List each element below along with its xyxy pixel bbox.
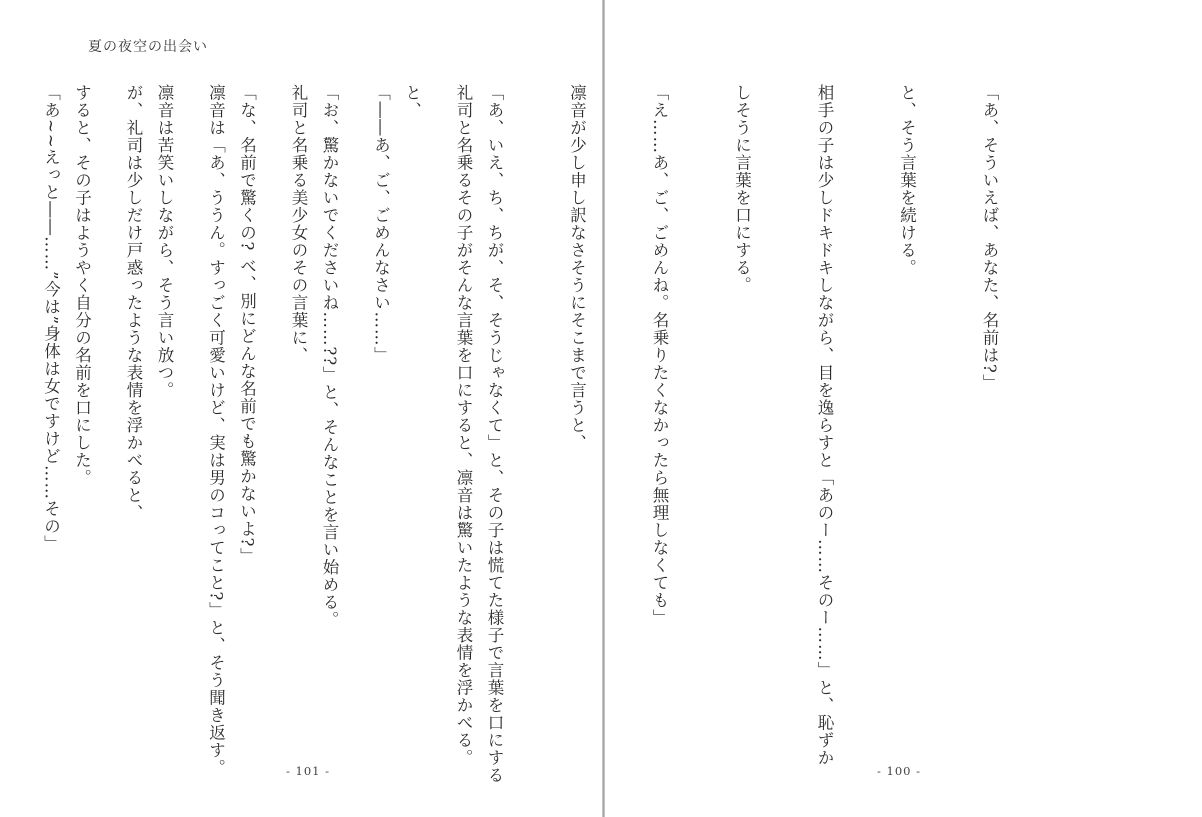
text-line: 凛音が少し申し訳なさそうにそこまで言うと、 [567, 84, 587, 452]
text-line: と、そう言葉を続ける。 [897, 84, 917, 277]
page-number: - 100 - [877, 764, 922, 778]
text-line: 「え……あ、ご、ごめんね。名乗りたくなかったら無理しなくても」 [650, 84, 669, 627]
running-header: 夏の夜空の出会い [88, 39, 208, 55]
text-line: 凛音は苦笑いしながら、そう言い放つ。 [155, 84, 174, 399]
text-line: 凛音は「あ、ううん。すっごく可愛いけど、実は男のコってこと?」と、そう聞き返す。 [206, 84, 226, 777]
text-line: 相手の子は少しドキドキしながら、目を逸らすと「あのー……そのー……」と、恥ずか [815, 84, 834, 767]
text-line: と、 [402, 84, 422, 119]
text-line: 「お、驚かないでくださいね……??」と、そんなことを言い始める。 [320, 84, 339, 629]
text-line: 礼司と名乗る美少女のその言葉に、 [289, 84, 308, 364]
blank-line [0, 84, 13, 764]
text-line: しそうに言葉を口にする。 [732, 84, 752, 294]
text-line: が、礼司は少しだけ戸惑ったような表情を浮かべると、 [124, 84, 143, 522]
text-line: すると、その子はようやく自分の名前を口にした。 [72, 84, 92, 487]
text-line: 礼司と名乗るその子がそんな言葉を口にすると、凛音は驚いたような表情を浮かべる。 [454, 84, 473, 767]
text-line: 「あ、いえ、ち、ちが、そ、そうじゃなくて」と、その子は慌てた様子で言葉を口にする [485, 84, 504, 784]
page-number: - 101 - [286, 764, 331, 778]
text-line: 「な、名前で驚くの? べ、別にどんな名前でも驚かないよ?」 [237, 84, 257, 565]
text-line: 「――あ、ご、ごめんなさい……」 [371, 84, 391, 364]
text-line: 「あ、そういえば、あなた、名前は?」 [980, 84, 999, 392]
text-line: 「あ~~えっと――……”今は”身体は女ですけど……その」 [41, 84, 61, 553]
